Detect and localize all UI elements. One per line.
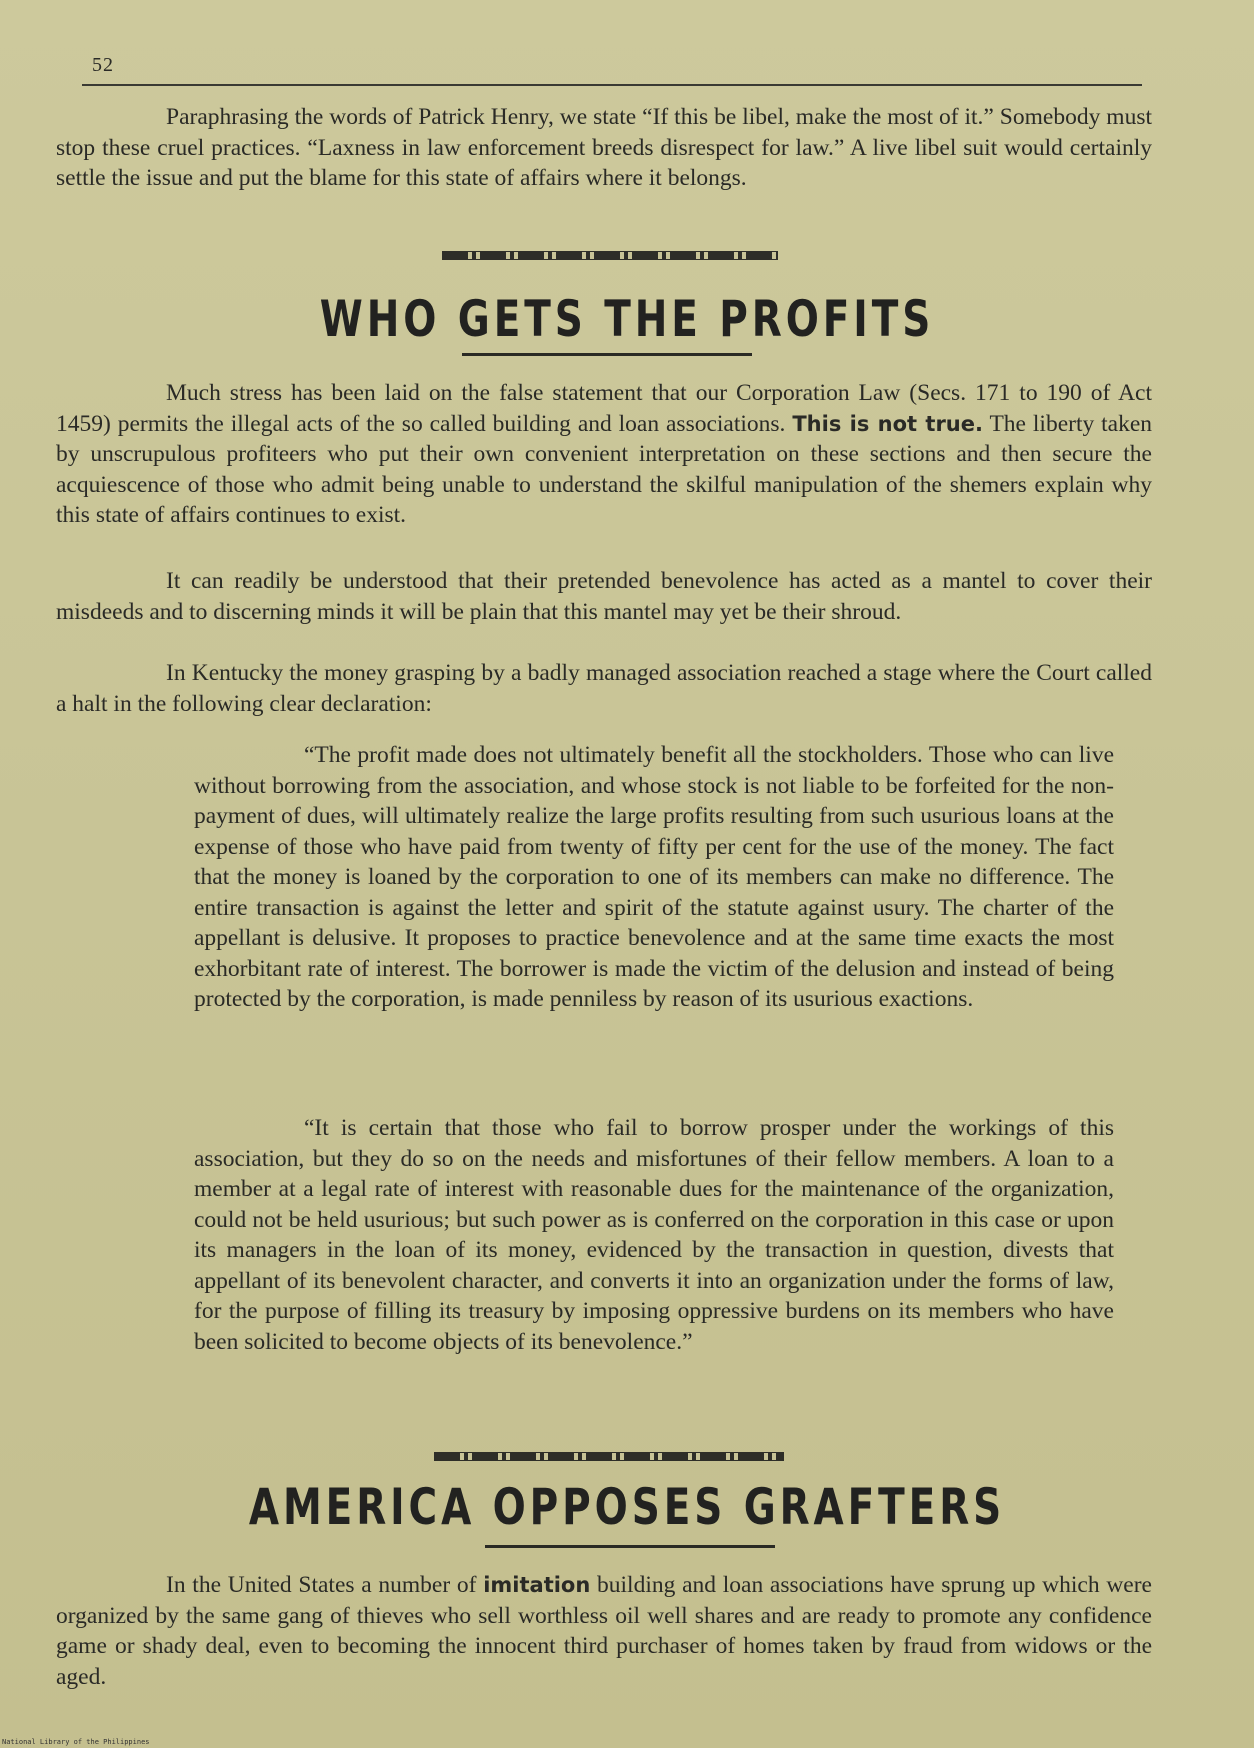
section-title-grafters: AMERICA OPPOSES GRAFTERS: [248, 1478, 1006, 1536]
paragraph-text: In Kentucky the money grasping by a badly managed association reached a stage where the Court called a halt in the following clear declaration:: [56, 660, 1152, 717]
paragraph-text: The liberty taken by unscrupulous profiteers who put their own convenient interpretation on these sections and then secure the acquiescence of those who admit being unable to understand the skilful manipulation of the shemers explain why this state of affairs continues to exist.: [56, 410, 1153, 528]
paragraph-text: building and loan associations have sprung up which were organized by the same gang of thieves who sell worthless oil well shares and are ready to promote any confidence game or shady deal, even to becoming the innocent third purchaser of homes taken by fraud from widows or the aged.: [56, 1572, 1152, 1690]
court-quote-1: [194, 740, 1114, 1015]
quote-text: “It is certain that those who fail to borrow prosper under the workings of this association, but they do so on the needs and misfortunes of their fellow members. A loan to a member at a legal rate of interest with reasonable dues for the maintenance of the organization, could not be held usurious; but such power as is conferred on the corporation in this case or upon its managers in the loan of its money, evidenced by the transaction in question, divests that appellant of its benevolent character, and converts it into an organization under the forms of law, for the purpose of filling its treasury by imposing oppressive burdens on its members who have been solicited to become objects of its benevolence.”: [194, 1115, 1114, 1355]
paragraph-text: Much stress has been laid on the false statement that our Corporation Law (Secs. 171 to 190 of Act 1459) permits the illegal acts of the so called building and loan associations.: [56, 380, 1152, 437]
header-rule: [82, 84, 1142, 86]
page-number: 52: [92, 54, 114, 76]
quote-text: “The profit made does not ultimately benefit all the stockholders. Those who can live without borrowing from the association, and whose stock is not liable to be forfeited for the non-payment of dues, will ultimately realize the large profits resulting from such usurious loans at the expense of those who have paid from twenty of fifty per cent for the use of the money. The fact that the money is loaned by the corporation to one of its members can make no difference. The entire transaction is against the letter and spirit of the statute against usury. The charter of the appellant is delusive. It proposes to practice benevolence and at the same time exacts the most exhorbitant rate of interest. The borrower is made the victim of the delusion and instead of being protected by the corporation, is made penniless by reason of its usurious exactions.: [194, 742, 1114, 1012]
emphasis-text: imitation: [483, 1573, 591, 1597]
section-divider-ornament: [442, 251, 778, 260]
court-quote-2: [194, 1113, 1114, 1357]
intro-text: Paraphrasing the words of Patrick Henry, we state “If this be libel, make the most of it.” Somebody must stop these cruel practices. “Laxness in law enforcement breeds disrespect for law.” A live libel suit would certainly settle the issue and put the blame for this state of affairs where it belongs.: [56, 104, 1152, 191]
profits-paragraph-2: [56, 566, 1152, 627]
library-footer: National Library of the Philippines: [2, 1738, 150, 1746]
emphasis-text: This is not true.: [792, 411, 983, 436]
intro-paragraph: [56, 102, 1152, 194]
section-title-profits: WHO GETS THE PROFITS: [319, 290, 935, 348]
profits-paragraph-3: [56, 658, 1152, 719]
grafters-paragraph-1: [56, 1570, 1152, 1692]
title-underline: [462, 353, 752, 356]
paragraph-text: It can readily be understood that their pretended benevolence has acted as a mantel to cover their misdeeds and to discerning minds it will be plain that this mantel may yet be their shroud.: [56, 568, 1152, 625]
title-underline: [485, 1545, 775, 1548]
section-divider-ornament: [434, 1452, 784, 1461]
profits-paragraph-1: [56, 378, 1152, 531]
paragraph-text: In the United States a number of: [166, 1572, 477, 1598]
